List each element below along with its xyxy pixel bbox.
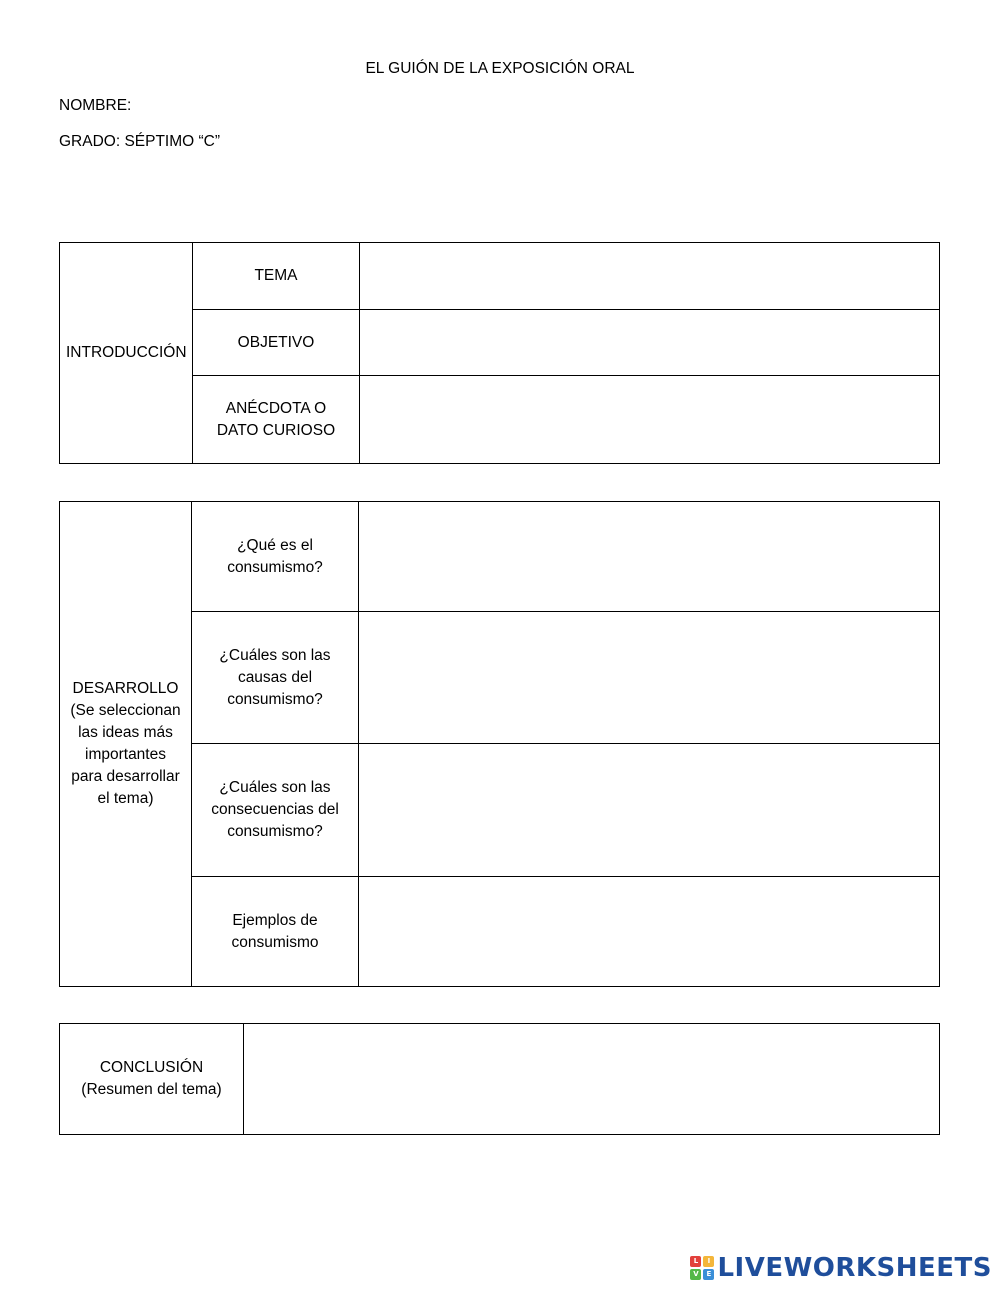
que-es-answer-cell [359,502,940,612]
que-es-input[interactable] [359,544,939,569]
anecdota-input[interactable] [360,407,939,432]
row-label-objetivo: OBJETIVO [193,310,360,376]
ejemplos-answer-cell [359,877,940,987]
row-label-consecuencias: ¿Cuáles son las consecuencias del consumismo? [192,744,359,877]
causas-answer-cell [359,612,940,744]
conclusion-answer-cell [244,1024,940,1135]
objetivo-input[interactable] [360,330,939,355]
consecuencias-answer-cell [359,744,940,877]
objetivo-answer-cell [360,310,940,376]
liveworksheets-logo [690,1253,992,1283]
desarrollo-section-label: DESARROLLO (Se seleccionan las ideas más importantes para desarrollar el tema) [60,502,192,987]
row-label-anecdota: ANÉCDOTA O DATO CURIOSO [193,376,360,464]
logo-text: LIVEWORKSHEETS [717,1253,992,1283]
logo-block-e: E [703,1269,714,1280]
grado-label: GRADO: SÉPTIMO “C” [59,133,221,150]
causas-input[interactable] [359,665,939,690]
document-title: EL GUIÓN DE LA EXPOSICIÓN ORAL [365,60,635,77]
logo-block-v: V [690,1269,701,1280]
row-label-tema: TEMA [193,243,360,310]
tema-answer-cell [360,243,940,310]
row-label-que-es: ¿Qué es el consumismo? [192,502,359,612]
consecuencias-input[interactable] [359,798,939,823]
row-label-ejemplos: Ejemplos de consumismo [192,877,359,987]
row-label-causas: ¿Cuáles son las causas del consumismo? [192,612,359,744]
logo-block-l: L [690,1256,701,1267]
conclusion-input[interactable] [244,1067,939,1092]
nombre-label: NOMBRE: [59,97,132,114]
desarrollo-table [59,501,940,987]
tema-input[interactable] [360,264,939,289]
conclusion-table [59,1023,940,1135]
logo-blocks-icon [690,1256,714,1280]
logo-block-i: I [703,1256,714,1267]
introduccion-table [59,242,940,464]
anecdota-answer-cell [360,376,940,464]
ejemplos-input[interactable] [359,919,939,944]
conclusion-section-label: CONCLUSIÓN (Resumen del tema) [60,1024,244,1135]
introduccion-section-label: INTRODUCCIÓN [60,243,193,464]
